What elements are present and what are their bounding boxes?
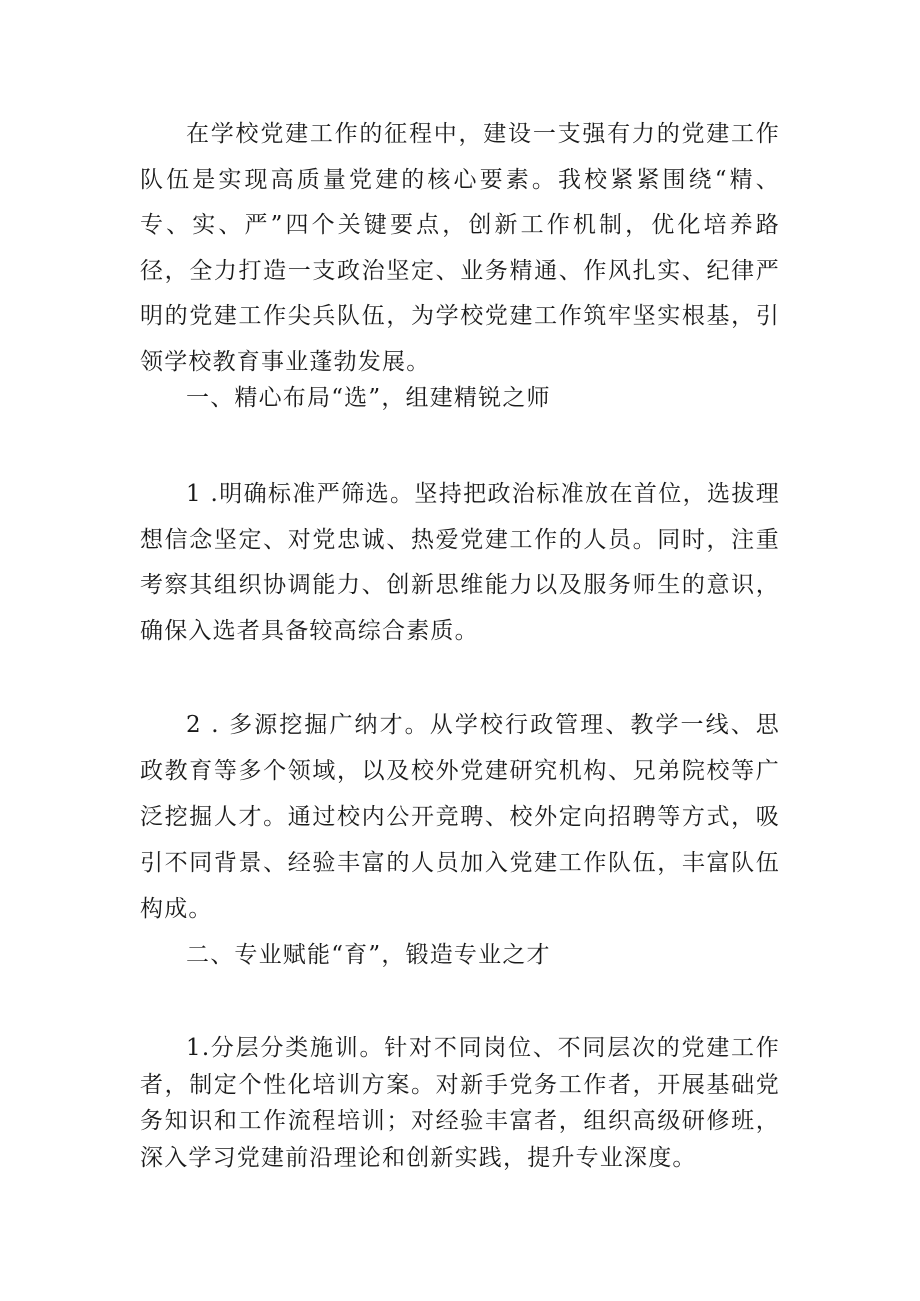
intro-paragraph: 在学校党建工作的征程中，建设一支强有力的党建工作队伍是实现高质量党建的核心要素。我校紧紧围绕“精、专、实、严”四个关键要点，创新工作机制，优化培养路径，全力打造一支政治坚定、业务精通、作风扎实、纪律严明的党建工作尖兵队伍，为学校党建工作筑牢坚实根基，引领学校教育事业蓬勃发展。 (140, 121, 780, 375)
section-1-heading: 一、精心布局“选”，组建精锐之师 (186, 385, 551, 411)
section-2-item-1: 1.分层分类施训。针对不同岗位、不同层次的党建工作者，制定个性化培训方案。对新手党务工作者，开展基础党务知识和工作流程培训；对经验丰富者，组织高级研修班，深入学习党建前沿理论和创新实践，提升专业深度。 (140, 1035, 780, 1171)
section-1-item-1: 1 .明确标准严筛选。坚持把政治标准放在首位，选拔理想信念坚定、对党忠诚、热爱党建工作的人员。同时，注重考察其组织协调能力、创新思维能力以及服务师生的意识，确保入选者具备较高综合素质。 (140, 481, 780, 644)
section-1-item-2: 2 . 多源挖掘广纳才。从学校行政管理、教学一线、思政教育等多个领域，以及校外党建研究机构、兄弟院校等广泛挖掘人才。通过校内公开竞聘、校外定向招聘等方式，吸引不同背景、经验丰富的人员加入党建工作队伍，丰富队伍构成。 (140, 712, 780, 922)
section-2-heading: 二、专业赋能“育”，锻造专业之才 (186, 942, 551, 968)
